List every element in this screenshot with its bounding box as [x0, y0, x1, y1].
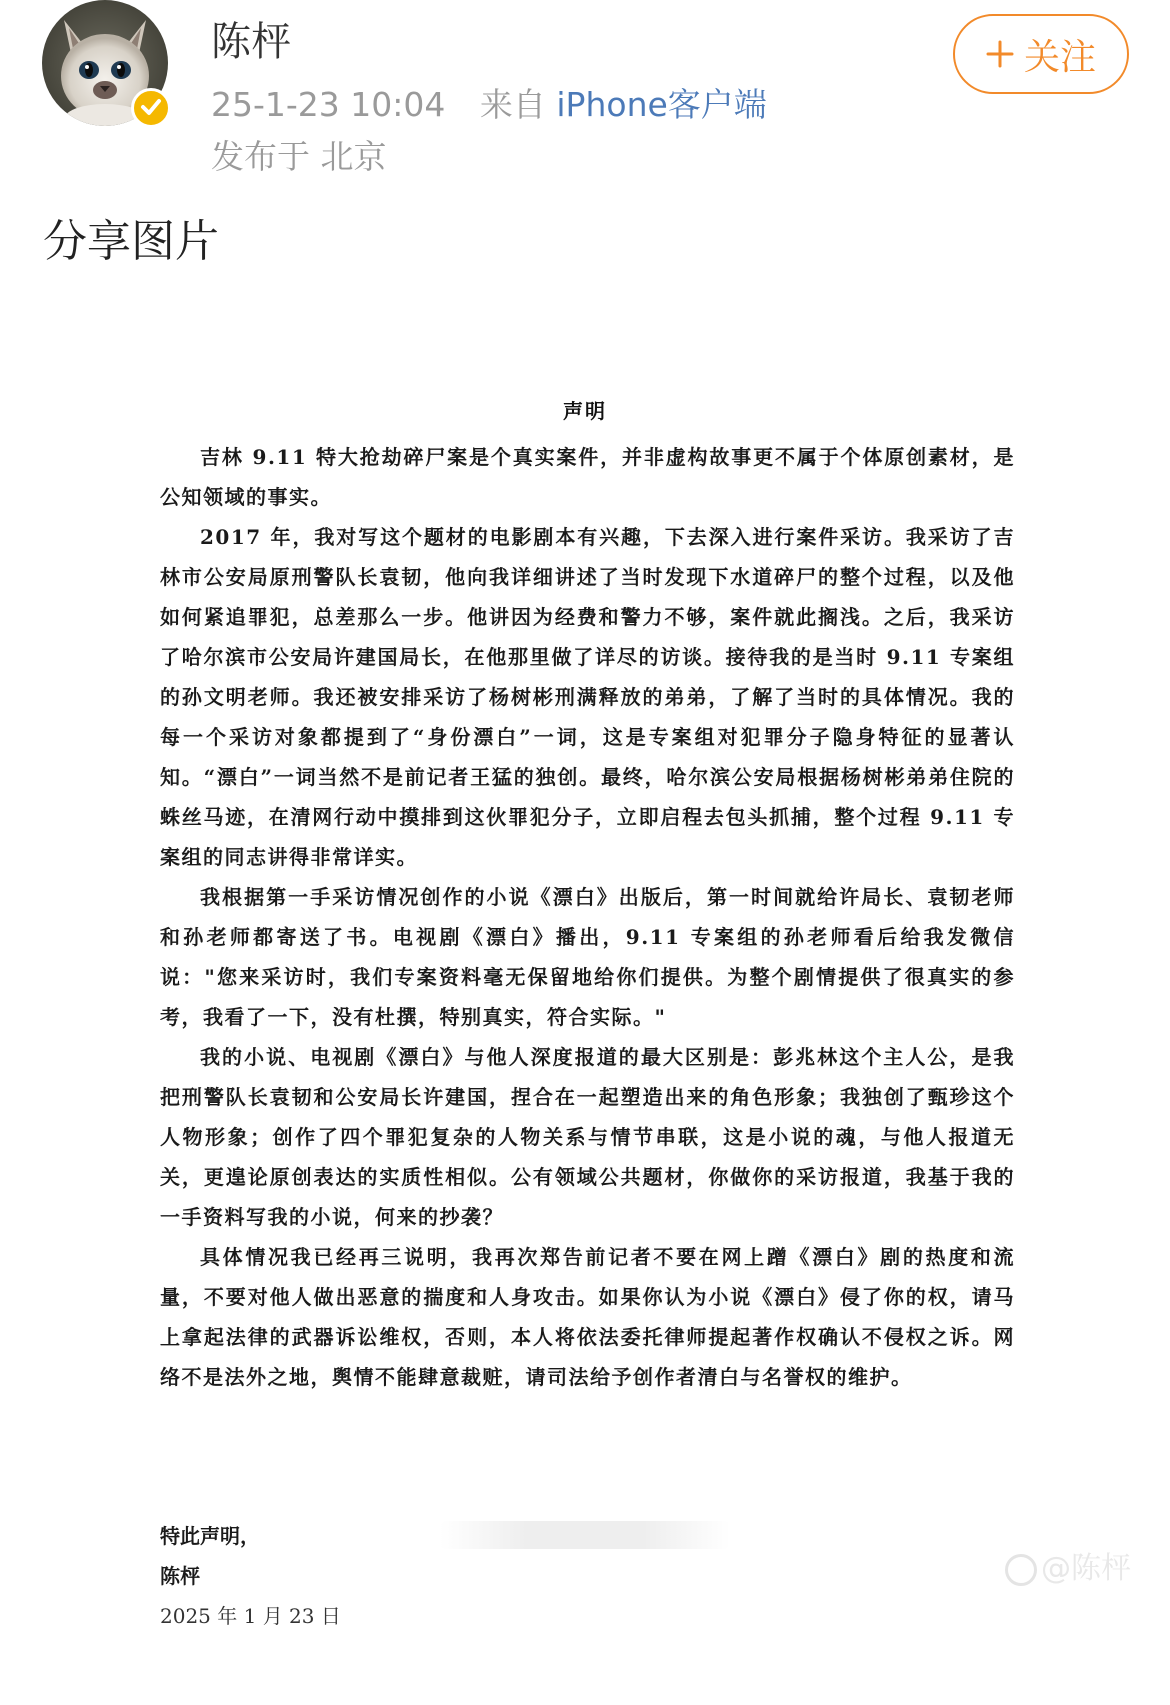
- document-paragraph: 具体情况我已经再三说明，我再次郑告前记者不要在网上蹭《漂白》剧的热度和流量，不要对他人做出恶意的揣度和人身攻击。如果你认为小说《漂白》侵了你的权，请马上拿起法律的武器诉讼维权，否则，本人将依法委托律师提起著作权确认不侵权之诉。网络不是法外之地，舆情不能肆意裁赃，请司法给予创作者清白与名誉权的维护。: [160, 1245, 1015, 1389]
- source-prefix: 来自: [479, 85, 546, 124]
- post-meta: [211, 83, 767, 127]
- closing-statement: 特此声明，: [160, 1524, 260, 1548]
- plus-icon: [986, 40, 1014, 68]
- document-paragraph: 吉林 9.11 特大抢劫碎尸案是个真实案件，并非虚构故事更不属于个体原创素材，是公知领域的事实。: [160, 445, 1015, 509]
- avatar-container[interactable]: [42, 0, 170, 126]
- post-location: 发布于 北京: [211, 137, 387, 176]
- post-text: 分享图片: [43, 216, 219, 267]
- username[interactable]: 陈枰: [211, 19, 291, 65]
- post-time: 25-1-23 10:04: [211, 85, 446, 124]
- bottom-blur-decoration: [440, 1521, 730, 1549]
- document-date: 2025 年 1 月 23 日: [160, 1604, 341, 1628]
- document-paragraph: 我的小说、电视剧《漂白》与他人深度报道的最大区别是：彭兆林这个主人公，是我把刑警队长袁韧和公安局长许建国，捏合在一起塑造出来的角色形象；我独创了甄珍这个人物形象；创作了四个罪犯复杂的人物关系与情节串联，这是小说的魂，与他人报道无关，更遑论原创表达的实质性相似。公有领域公共题材，你做你的采访报道，我基于我的一手资料写我的小说，何来的抄袭？: [160, 1045, 1015, 1229]
- document-paragraph: 2017 年，我对写这个题材的电影剧本有兴趣，下去深入进行案件采访。我采访了吉林市公安局原刑警队长袁韧，他向我详细讲述了当时发现下水道碎尸的整个过程，以及他如何紧追罪犯，总差那么一步。他讲因为经费和警力不够，案件就此搁浅。之后，我采访了哈尔滨市公安局许建国局长，在他那里做了详尽的访谈。接待我的是当时 9.11 专案组的孙文明老师。我还被安排采访了杨树彬刑满释放的弟弟，了解了当时的具体情况。我的每一个采访对象都提到了“身份漂白”一词，这是专案组对犯罪分子隐身特征的显著认知。“漂白”一词当然不是前记者王猛的独创。最终，哈尔滨公安局根据杨树彬弟弟住院的蛛丝马迹，在清网行动中摸排到这伙罪犯分子，立即启程去包头抓捕，整个过程 9.11 专案组的同志讲得非常详实。: [160, 525, 1015, 869]
- post-header: [0, 0, 1170, 190]
- weibo-logo-icon: [1005, 1554, 1037, 1586]
- document-title: 声明: [563, 399, 607, 423]
- document-closing: [160, 1516, 341, 1636]
- document-body: [160, 437, 1015, 1397]
- shared-image[interactable]: [0, 300, 1170, 1705]
- checkmark-icon: [140, 97, 162, 119]
- verified-badge-icon: [131, 88, 171, 128]
- watermark: [1005, 1543, 1131, 1587]
- follow-label: 关注: [1023, 36, 1096, 78]
- watermark-text: @陈枰: [1041, 1551, 1131, 1586]
- source-link[interactable]: iPhone客户端: [556, 85, 767, 124]
- document-paragraph: 我根据第一手采访情况创作的小说《漂白》出版后，第一时间就给许局长、袁韧老师和孙老师都寄送了书。电视剧《漂白》播出，9.11 专案组的孙老师看后给我发微信说："您来采访时，我们专案资料毫无保留地给你们提供。为整个剧情提供了很真实的参考，我看了一下，没有杜撰，特别真实，符合实际。": [160, 885, 1015, 1029]
- signature: 陈枰: [160, 1564, 200, 1588]
- follow-button[interactable]: [953, 14, 1129, 94]
